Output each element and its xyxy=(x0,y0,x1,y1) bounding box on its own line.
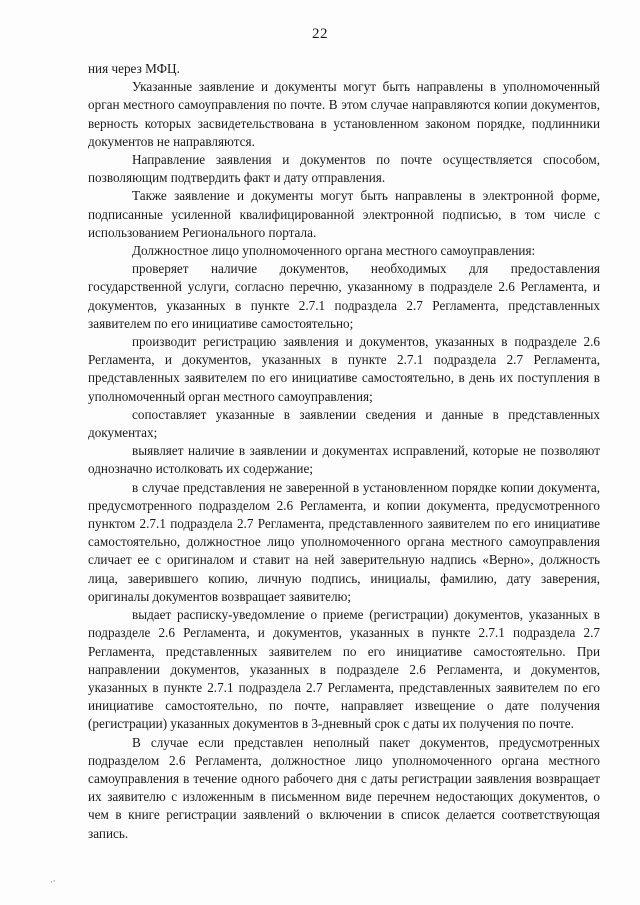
paragraph-compares-data: сопоставляет указанные в заявлении сведения и данные в представленных документах; xyxy=(88,406,600,441)
scan-artifact: ·ˑ xyxy=(50,878,56,888)
paragraph-incomplete-package: В случае если представлен неполный пакет документов, предусмотренных подразделом 2.6 Регламента, должностное лицо уполномоченного органа местного самоуправления в течение одного рабочего дня с даты регистрации заявления возвращает их заявителю с изложенным в письменном виде перечнем недостающих документов, о чем в книге регистрации заявлений о включении в список делается соответствующая запись. xyxy=(88,734,600,841)
paragraph-registers-application: производит регистрацию заявления и документов, указанных в подразделе 2.6 Регламента, и документов, указанных в пункте 2.7.1 подраздела 2.7 Регламента, представленных заявителем по его инициативе самостоятельно, в день их поступления в уполномоченный орган местного самоуправления; xyxy=(88,334,600,404)
paragraph-issues-receipt: выдает расписку-уведомление о приеме (регистрации) документов, указанных в подразделе 2.6 Регламента, и документов, указанных в пункте 2.7.1 подраздела 2.7 Регламента, представленных заявителем по его инициативе самостоятельно. При направлении документов, указанных в подразделе 2.6 Регламента, и документов, указанных в пункте 2.7.1 подраздела 2.7 Регламента, представленных заявителем по его инициативе самостоятельно, по почте, направляет извещение о дате получения (регистрации) указанных документов в 3-дневный срок с даты их получения по почте. xyxy=(88,607,600,732)
paragraph-official-duties: Должностное лицо уполномоченного органа местного самоуправления: xyxy=(132,243,536,259)
paragraph-detects-corrections: выявляет наличие в заявлении и документах исправлений, которые не позволяют однозначно истолковать их содержание; xyxy=(88,443,600,477)
paragraph-checks-documents: проверяет наличие документов, необходимых для предоставления государственной услуги, согласно перечню, указанному в подразделе 2.6 Регламента, и документов, указанных в пункте 2.7.1 подраздела 2.7 Регламента, представленных заявителем по его инициативе самостоятельно; xyxy=(88,261,600,331)
paragraph-continuation: ния через МФЦ. xyxy=(88,61,180,76)
document-body xyxy=(88,60,600,843)
paragraph-electronic-submission: Также заявление и документы могут быть направлены в электронной форме, подписанные усиленной квалифицированной электронной подписью, в том числе с использованием Регионального портала. xyxy=(88,188,600,240)
paragraph-mail-submission: Указанные заявление и документы могут быть направлены в уполномоченный орган местного самоуправления по почте. В этом случае направляются копии документов, верность которых засвидетельствована в установленном законом порядке, подлинники документов не направляются. xyxy=(88,79,600,149)
page-number: 22 xyxy=(312,26,328,42)
paragraph-uncertified-copy: в случае представления не заверенной в установленном порядке копии документа, предусмотренного подразделом 2.6 Регламента, и копии документа, предусмотренного пунктом 2.7.1 подраздела 2.7 Регламента, представленного заявителем по его инициативе самостоятельно, должностное лицо уполномоченного органа местного самоуправления сличает ее с оригиналом и ставит на ней заверительную надпись «Верно», должность лица, заверившего копию, личную подпись, инициалы, фамилию, дату заверения, оригиналы документов возвращает заявителю; xyxy=(88,479,600,604)
paragraph-mail-method: Направление заявления и документов по почте осуществляется способом, позволяющим подтвердить факт и дату отправления. xyxy=(88,152,600,186)
